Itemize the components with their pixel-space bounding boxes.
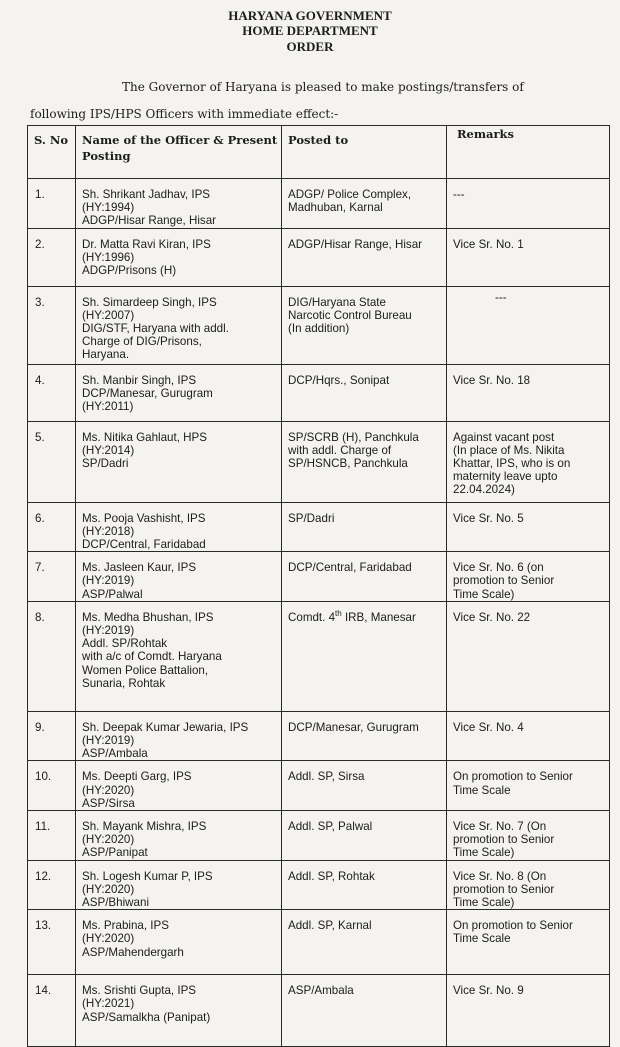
row-remarks (447, 811, 610, 861)
officer-line: Ms. Pooja Vashisht, IPS (82, 511, 206, 525)
row-sno: 8. (28, 601, 76, 711)
officer-line: (HY:2019) (82, 624, 135, 638)
row-remarks (447, 502, 610, 552)
officer-line: (HY:1996) (82, 250, 135, 264)
row-officer (76, 975, 282, 1047)
row-officer (76, 761, 282, 811)
table-row (28, 364, 610, 421)
postings-table (27, 125, 610, 1047)
posted-line: Madhuban, Karnal (288, 201, 383, 215)
posted-line: DCP/Manesar, Gurugram (288, 720, 419, 734)
posted-part: Comdt. 4 (288, 610, 336, 624)
officer-line: ADGP/Prisons (H) (82, 264, 177, 278)
officer-line: Charge of DIG/Prisons, (82, 335, 202, 349)
row-officer (76, 711, 282, 761)
posted-part: IRB, Manesar (341, 610, 416, 624)
row-sno: 10. (28, 761, 76, 811)
row-sno: 3. (28, 286, 76, 364)
row-posted-to (282, 179, 447, 229)
officer-line: (HY:2020) (82, 932, 135, 946)
row-remarks (447, 601, 610, 711)
officer-line: Sh. Mayank Mishra, IPS (82, 820, 207, 834)
table-row (28, 552, 610, 602)
header-name-line1: Name of the Officer & Present (82, 133, 278, 147)
posted-line: SP/Dadri (288, 511, 335, 525)
remarks-line: Time Scale (453, 932, 511, 946)
header-sno: S. No (28, 126, 76, 179)
remarks-line: promotion to Senior (453, 833, 555, 847)
remarks-line: Vice Sr. No. 8 (On (453, 869, 547, 883)
officer-line: (HY:2018) (82, 524, 135, 538)
table-row (28, 502, 610, 552)
row-officer (76, 421, 282, 502)
posted-line: DCP/Central, Faridabad (288, 561, 412, 575)
remarks-line: Vice Sr. No. 1 (453, 237, 524, 251)
posted-line: SP/HSNCB, Panchkula (288, 457, 408, 471)
officer-line: ASP/Ambala (82, 747, 148, 761)
posted-line: DIG/Haryana State (288, 295, 386, 309)
table-row (28, 421, 610, 502)
row-officer (76, 860, 282, 910)
table-row (28, 711, 610, 761)
remarks-line: Vice Sr. No. 5 (453, 511, 524, 525)
table-row (28, 601, 610, 711)
row-posted-to (282, 364, 447, 421)
officer-line: Addl. SP/Rohtak (82, 637, 168, 651)
row-sno: 9. (28, 711, 76, 761)
row-posted-to (282, 502, 447, 552)
officer-line: DCP/Manesar, Gurugram (82, 386, 213, 400)
table-row (28, 286, 610, 364)
officer-line: ASP/Mahendergarh (82, 945, 184, 959)
remarks-line: Time Scale (453, 783, 511, 797)
officer-line: Ms. Medha Bhushan, IPS (82, 610, 214, 624)
officer-line: Sh. Deepak Kumar Jewaria, IPS (82, 720, 249, 734)
officer-line: (HY:2021) (82, 997, 135, 1011)
row-sno: 5. (28, 421, 76, 502)
table-row (28, 910, 610, 975)
posted-line: ASP/Ambala (288, 984, 354, 998)
row-remarks (447, 975, 610, 1047)
row-officer (76, 811, 282, 861)
officer-line: Ms. Nitika Gahlaut, HPS (82, 430, 207, 444)
table-row (28, 860, 610, 910)
row-remarks (447, 421, 610, 502)
row-officer (76, 910, 282, 975)
posted-line (288, 608, 441, 624)
remarks-line: Vice Sr. No. 9 (453, 984, 524, 998)
officer-line: (HY:2011) (82, 400, 134, 414)
posted-line: ADGP/ Police Complex, (288, 188, 412, 201)
officer-line: Ms. Deepti Garg, IPS (82, 770, 192, 784)
row-officer (76, 601, 282, 711)
intro-line-2: following IPS/HPS Officers with immediate effect:- (30, 107, 339, 121)
row-officer (76, 552, 282, 602)
posted-line: Narcotic Control Bureau (288, 308, 412, 322)
officer-line: Sh. Logesh Kumar P, IPS (82, 869, 213, 883)
intro-line-1: The Governor of Haryana is pleased to make postings/transfers of (122, 80, 524, 94)
table-row (28, 975, 610, 1047)
officer-line: ASP/Panipat (82, 846, 148, 860)
remarks-line: --- (495, 290, 507, 304)
remarks-line: Time Scale) (453, 896, 515, 910)
posted-line: ADGP/Hisar Range, Hisar (288, 237, 423, 251)
row-remarks (447, 860, 610, 910)
row-posted-to (282, 421, 447, 502)
officer-line: DCP/Central, Faridabad (82, 538, 206, 552)
header-name (76, 126, 282, 179)
header-remarks: Remarks (447, 126, 610, 179)
row-officer (76, 228, 282, 286)
remarks-line: promotion to Senior (453, 574, 555, 588)
remarks-line: Time Scale) (453, 846, 515, 860)
header-name-line2: Posting (82, 149, 131, 163)
row-sno: 13. (28, 910, 76, 975)
officer-line: DIG/STF, Haryana with addl. (82, 322, 229, 336)
header-posted: Posted to (282, 126, 447, 179)
row-posted-to (282, 910, 447, 975)
officer-line: Sh. Shrikant Jadhav, IPS (82, 188, 211, 201)
remarks-line: On promotion to Senior (453, 919, 573, 933)
officer-line: Haryana. (82, 348, 130, 362)
officer-line: Sh. Simardeep Singh, IPS (82, 295, 217, 309)
posted-line: Addl. SP, Sirsa (288, 770, 365, 784)
row-remarks (447, 286, 610, 364)
row-remarks (447, 761, 610, 811)
row-sno: 2. (28, 228, 76, 286)
officer-line: Women Police Battalion, (82, 663, 209, 677)
remarks-line: 22.04.2024) (453, 483, 515, 497)
posted-line: DCP/Hqrs., Sonipat (288, 373, 390, 387)
row-sno: 12. (28, 860, 76, 910)
remarks-line: Vice Sr. No. 6 (on (453, 561, 544, 575)
officer-line: (HY:2019) (82, 734, 135, 748)
officer-line: (HY:2020) (82, 833, 135, 847)
table-row (28, 228, 610, 286)
officer-line: ASP/Sirsa (82, 796, 135, 810)
row-sno: 11. (28, 811, 76, 861)
header-order: ORDER (286, 39, 334, 54)
row-posted-to (282, 811, 447, 861)
officer-line: (HY:2020) (82, 882, 135, 896)
row-posted-to (282, 761, 447, 811)
officer-line: with a/c of Comdt. Haryana (82, 650, 222, 664)
officer-line: (HY:2014) (82, 443, 135, 457)
row-posted-to (282, 228, 447, 286)
officer-line: (HY:1994) (82, 201, 135, 215)
remarks-line: (In place of Ms. Nikita (453, 443, 565, 457)
row-officer (76, 179, 282, 229)
table-row (28, 761, 610, 811)
row-sno: 14. (28, 975, 76, 1047)
officer-line: Sunaria, Rohtak (82, 676, 166, 690)
table-row (28, 811, 610, 861)
posted-line: Addl. SP, Palwal (288, 820, 373, 834)
header-department: HOME DEPARTMENT (242, 23, 378, 38)
remarks-line: promotion to Senior (453, 882, 555, 896)
officer-line: Ms. Jasleen Kaur, IPS (82, 561, 197, 575)
remarks-line: Khattar, IPS, who is on (453, 457, 571, 471)
remarks-line: maternity leave upto (453, 470, 558, 484)
row-sno: 1. (28, 179, 76, 229)
row-remarks (447, 910, 610, 975)
remarks-line: Vice Sr. No. 18 (453, 373, 531, 387)
row-officer (76, 364, 282, 421)
remarks-line: --- (453, 188, 465, 201)
officer-line: SP/Dadri (82, 457, 129, 471)
remarks-line: Vice Sr. No. 22 (453, 610, 531, 624)
posted-line: Addl. SP, Rohtak (288, 869, 375, 883)
row-posted-to (282, 286, 447, 364)
posted-line: (In addition) (288, 322, 350, 336)
posted-line: SP/SCRB (H), Panchkula (288, 430, 419, 444)
remarks-line: Vice Sr. No. 4 (453, 720, 524, 734)
posted-superscript: th (335, 608, 342, 618)
row-posted-to (282, 711, 447, 761)
row-remarks (447, 364, 610, 421)
row-officer (76, 502, 282, 552)
officer-line: ASP/Palwal (82, 587, 143, 601)
remarks-line: Time Scale) (453, 587, 515, 601)
row-remarks (447, 228, 610, 286)
officer-line: (HY:2020) (82, 783, 135, 797)
remarks-line: Against vacant post (453, 430, 555, 444)
remarks-line: On promotion to Senior (453, 770, 573, 784)
row-posted-to (282, 860, 447, 910)
officer-line: Sh. Manbir Singh, IPS (82, 373, 197, 387)
row-remarks (447, 711, 610, 761)
row-remarks (447, 552, 610, 602)
officer-line: ADGP/Hisar Range, Hisar (82, 214, 217, 228)
officer-line: Dr. Matta Ravi Kiran, IPS (82, 237, 211, 251)
header-government: HARYANA GOVERNMENT (228, 8, 392, 23)
officer-line: Ms. Prabina, IPS (82, 919, 169, 933)
officer-line: ASP/Samalkha (Panipat) (82, 1010, 211, 1024)
row-sno: 6. (28, 502, 76, 552)
row-sno: 7. (28, 552, 76, 602)
row-sno: 4. (28, 364, 76, 421)
officer-line: ASP/Bhiwani (82, 896, 150, 910)
posted-line: Addl. SP, Karnal (288, 919, 372, 933)
table-row (28, 179, 610, 229)
officer-line: (HY:2007) (82, 308, 135, 322)
remarks-line: Vice Sr. No. 7 (On (453, 820, 547, 834)
officer-line: (HY:2019) (82, 574, 135, 588)
row-posted-to (282, 552, 447, 602)
row-remarks (447, 179, 610, 229)
row-posted-to (282, 975, 447, 1047)
officer-line: Ms. Srishti Gupta, IPS (82, 984, 197, 998)
row-posted-to (282, 601, 447, 711)
table-header-row (28, 126, 610, 179)
posted-line: with addl. Charge of (288, 443, 392, 457)
row-officer (76, 286, 282, 364)
